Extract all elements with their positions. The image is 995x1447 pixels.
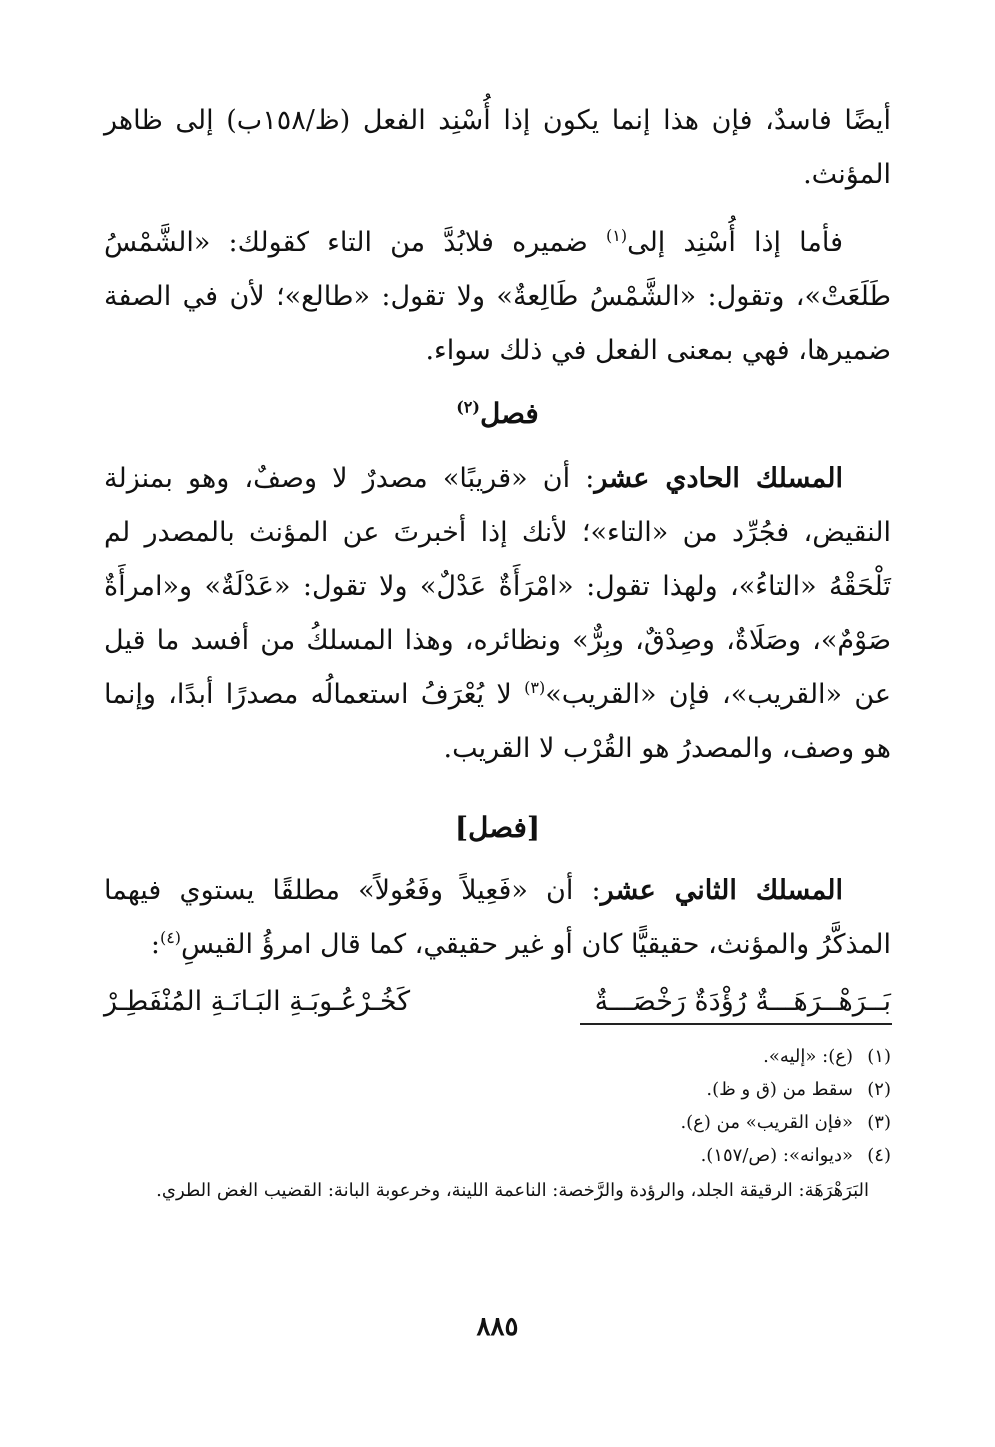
paragraph-2-text-b: ضميره فلابُدَّ من التاء كقولك: «الشَّمْسُ طَلَعَتْ»، وتقول: «الشَّمْسُ طَالِعةٌ» ولا تقول: «طالع»؛ لأن في الصفة ضميرها، فهي بمعنى الفعل في ذلك سواء. — [104, 227, 891, 366]
paragraph-3 — [104, 452, 891, 776]
paragraph-4 — [104, 864, 891, 972]
paragraph-3-text-a: : أن «قريبًا» مصدرٌ لا وصفٌ، وهو بمنزلة النقيض، فجُرِّد من «التاء»؛ لأنك إذا أخبرتَ عن المؤنث بالمصدر لم تَلْحَقْهُ «التاءُ»، ولهذا تقول: «امْرَأَةٌ عَدْلٌ» ولا تقول: «عَدْلَةٌ» و«امرأَةٌ صَوْمٌ»، وصَلَاةٌ، وصِدْقٌ، وبِرٌّ» ونظائره، وهذا المسلكُ من أفسد ما قيل عن «القريب»، فإن «القريب» — [104, 463, 891, 710]
footnote-number: (٢) — [867, 1079, 891, 1100]
footnote-4 — [104, 1139, 891, 1172]
section-heading-2 — [104, 800, 891, 856]
footnote-text: «ديوانه»: (ص/١٥٧). — [700, 1145, 853, 1166]
footnote-ref-4: (٤) — [159, 928, 182, 947]
paragraph-3-text-b: لا يُعْرَفُ استعمالُه مصدرًا أبدًا، وإنما هو وصف، والمصدرُ هو القُرْب لا القريب. — [104, 679, 891, 764]
section-heading-1-text: فصل — [479, 397, 539, 430]
main-text — [104, 94, 891, 1028]
page-number: ٨٨٥ — [476, 1312, 519, 1342]
footnote-number: (٣) — [867, 1112, 891, 1133]
section-heading-2-text: [فصل] — [454, 811, 541, 844]
footnote-ref-1: (١) — [605, 226, 628, 245]
paragraph-4-text-b: : — [150, 929, 160, 960]
footnote-text: سقط من (ق و ظ). — [706, 1079, 853, 1100]
footnote-1 — [104, 1040, 891, 1073]
paragraph-4-text-a: : أن «فَعِيلاً وفَعُولاً» مطلقًا يستوي فيهما المذكَّرُ والمؤنث، حقيقيًّا كان أو غير حقيقي، كما قال امرؤُ القيسِ — [104, 875, 891, 960]
paragraph-2 — [104, 216, 891, 378]
footnote-number: (٤) — [867, 1145, 891, 1166]
footnote-text: «فإن القريب» من (ع). — [680, 1112, 853, 1133]
footnote-text: (ع): «إليه». — [763, 1046, 853, 1067]
footnote-gloss: البَرَهْرَهَة: الرقيقة الجلد، والرؤدة والرَّخصة: الناعمة اللينة، وخرعوبة البانة: القضيب الغض الطري. — [156, 1180, 869, 1201]
verse-first-hemistich: بَــرَهْــرَهَـــةٌ رُؤْدَةٌ رَخْصَـــةٌ — [594, 986, 891, 1017]
paragraph-2-text-a: فأما إذا أُسْنِد إلى — [627, 227, 843, 258]
footnote-ref-3: (٣) — [524, 678, 546, 697]
section-heading-1 — [104, 386, 891, 442]
paragraph-3-lead: المسلك الحادي عشر — [594, 463, 843, 494]
paragraph-1-text: أيضًا فاسدٌ، فإن هذا إنما يكون إذا أُسْنِد الفعل (ظ/١٥٨ب) إلى ظاهر المؤنث. — [104, 105, 892, 190]
footnote-separator — [580, 1023, 892, 1025]
footnote-3 — [104, 1106, 891, 1139]
verse-second-hemistich: كَخُـرْعُـوبَـةِ البَـانَـةِ المُنْفَطِـرْ — [104, 986, 411, 1017]
footnote-2 — [104, 1073, 891, 1106]
footnotes — [104, 1040, 891, 1207]
paragraph-1 — [104, 94, 891, 202]
footnote-number: (١) — [867, 1046, 891, 1067]
paragraph-4-lead: المسلك الثاني عشر — [600, 875, 843, 906]
poetry-verse — [104, 976, 891, 1028]
footnote-ref-2: (٢) — [456, 397, 480, 417]
